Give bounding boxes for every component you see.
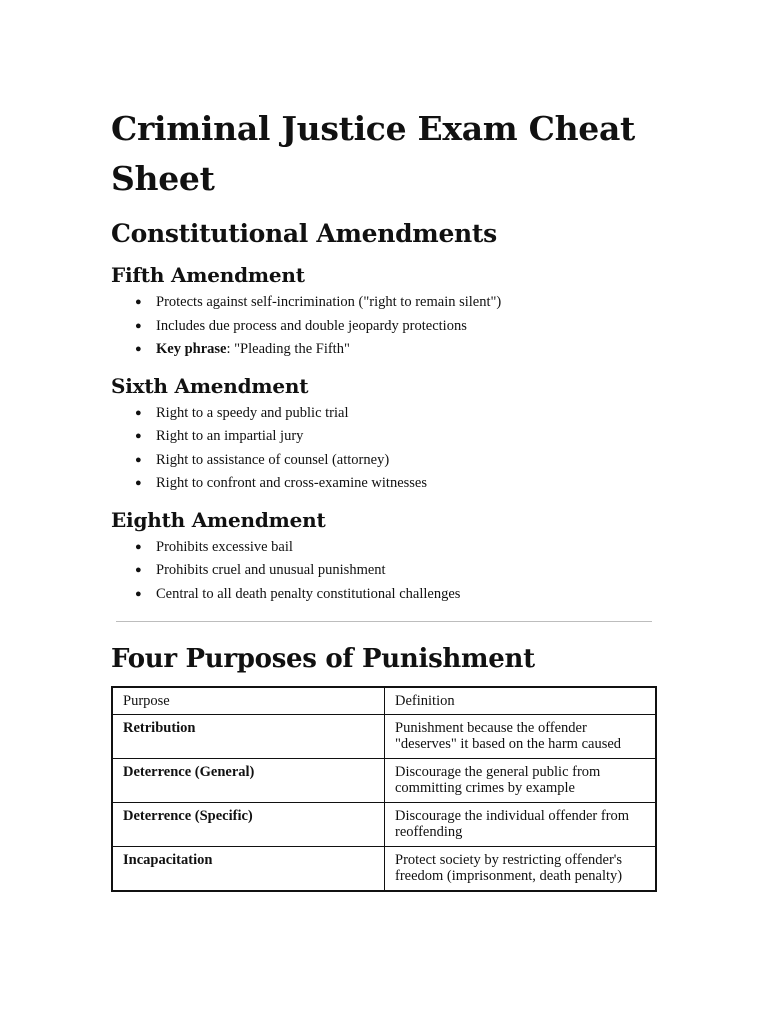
bullet-icon: ● <box>135 564 142 576</box>
list-item <box>111 338 657 362</box>
table-row <box>112 803 656 847</box>
table-cell-purpose: Deterrence (Specific) <box>112 803 385 847</box>
table-row <box>112 847 656 892</box>
key-phrase-value: : "Pleading the Fifth" <box>226 341 350 357</box>
table-cell-purpose: Incapacitation <box>112 847 385 892</box>
list-item-text: Right to assistance of counsel (attorney) <box>156 451 390 468</box>
page-title: Criminal Justice Exam Cheat Sheet <box>111 109 635 198</box>
section-heading-amendments: Constitutional Amendments <box>111 219 497 248</box>
subheading-fifth-amendment: Fifth Amendment <box>111 263 305 287</box>
section-divider <box>116 621 652 622</box>
key-phrase-label: Key phrase <box>156 341 227 357</box>
table-header-cell: Purpose <box>112 687 385 715</box>
table-cell-definition: Discourage the individual offender from reoffending <box>385 803 657 847</box>
list-item-text: Right to confront and cross-examine witnesses <box>156 475 428 491</box>
bullet-icon: ● <box>135 319 142 332</box>
list-item <box>111 315 657 339</box>
sixth-amendment-list <box>111 402 657 496</box>
table-header-cell: Definition <box>385 687 657 715</box>
table-cell-definition: Discourage the general public from committing crimes by example <box>385 759 657 803</box>
list-item-text: Includes due process and double jeopardy protections <box>156 317 467 334</box>
bullet-icon: ● <box>135 540 142 553</box>
list-item <box>111 583 657 607</box>
list-item <box>111 472 657 496</box>
list-item-text: Prohibits excessive bail <box>156 538 293 555</box>
bullet-icon: ● <box>135 343 142 355</box>
subheading-eighth-amendment: Eighth Amendment <box>111 507 326 532</box>
section-heading-punishment: Four Purposes of Punishment <box>111 644 535 674</box>
bullet-icon: ● <box>135 477 142 489</box>
list-item <box>111 291 657 315</box>
subheading-sixth-amendment: Sixth Amendment <box>111 373 309 398</box>
table-header-row <box>112 687 656 715</box>
document-page <box>111 104 657 892</box>
table-row <box>112 715 656 759</box>
bullet-icon: ● <box>135 587 142 600</box>
punishment-table <box>111 686 657 892</box>
list-item-text: Protects against self-incrimination ("right to remain silent") <box>156 294 502 310</box>
list-item <box>111 425 657 449</box>
list-item <box>111 449 657 473</box>
list-item-text: Right to a speedy and public trial <box>156 404 349 421</box>
list-item <box>111 559 657 583</box>
bullet-icon: ● <box>135 296 142 308</box>
list-item <box>111 536 657 560</box>
table-cell-purpose: Retribution <box>112 715 385 759</box>
bullet-icon: ● <box>135 406 142 419</box>
list-item-text: Right to an impartial jury <box>156 428 304 444</box>
list-item-text: Prohibits cruel and unusual punishment <box>156 562 386 578</box>
bullet-icon: ● <box>135 430 142 442</box>
list-item <box>111 402 657 426</box>
list-item-text: Central to all death penalty constitutional challenges <box>156 585 461 602</box>
table-cell-definition: Punishment because the offender "deserves" it based on the harm caused <box>385 715 657 759</box>
table-row <box>112 759 656 803</box>
fifth-amendment-list <box>111 291 657 362</box>
eighth-amendment-list <box>111 536 657 607</box>
table-cell-definition: Protect society by restricting offender's freedom (imprisonment, death penalty) <box>385 847 657 892</box>
table-cell-purpose: Deterrence (General) <box>112 759 385 803</box>
bullet-icon: ● <box>135 453 142 466</box>
